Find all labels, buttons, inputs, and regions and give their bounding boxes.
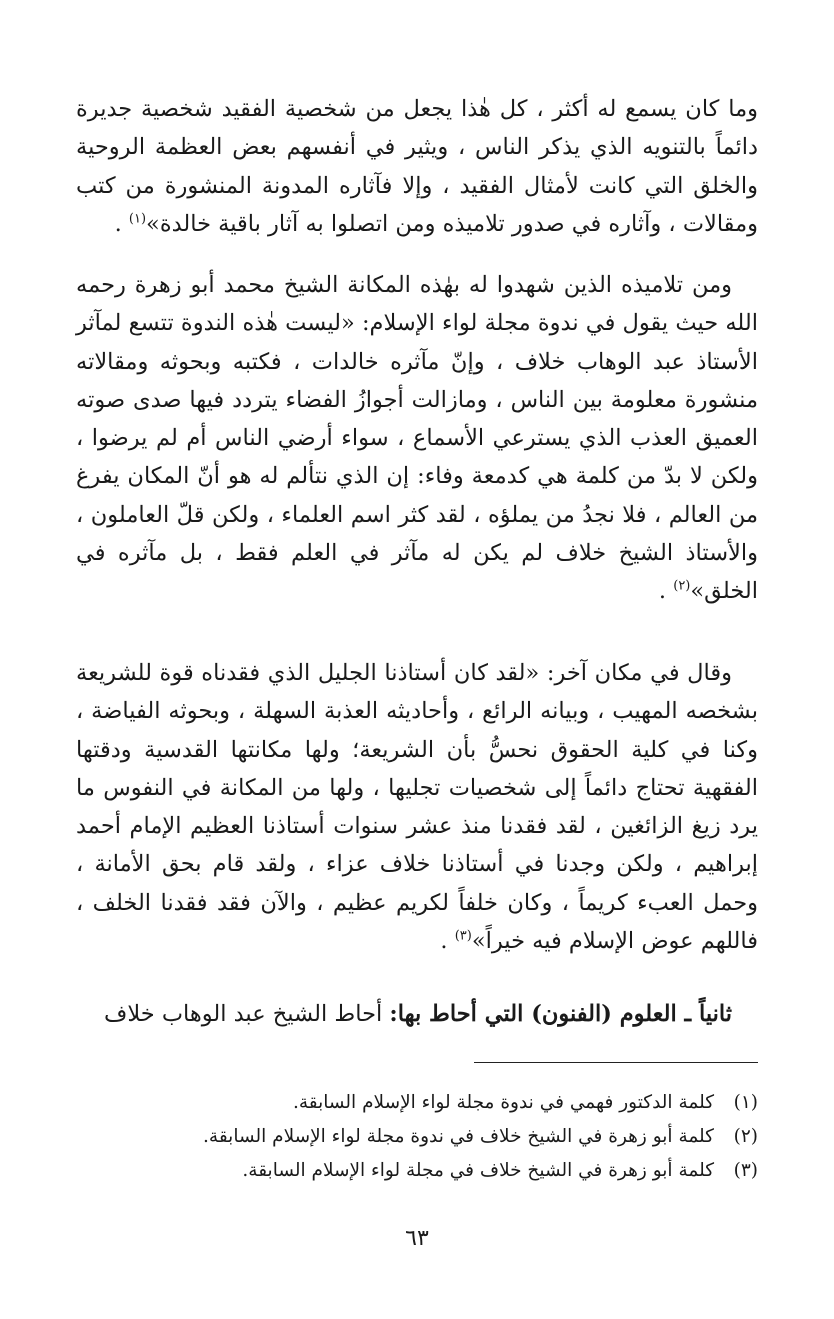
footnote-number: (٢) xyxy=(733,1126,758,1147)
footnote-ref-3[interactable]: (٣) xyxy=(454,928,472,944)
footnote-text: كلمة أبو زهرة في الشيخ خلاف في ندوة مجلة لواء الإسلام السابقة. xyxy=(203,1126,714,1147)
footnotes-list xyxy=(76,1086,758,1188)
footnote-ref-1[interactable]: (١) xyxy=(128,211,147,227)
paragraph-1-end: . xyxy=(114,210,129,237)
paragraph-3-text: وقال في مكان آخر: «لقد كان أستاذنا الجليل الذي فقدناه قوة للشريعة بشخصه المهيب ، وبيانه الرائع ، وأحاديثه العذبة السهلة ، وبحوثه الفياضة ، وكنا في كلية الحقوق نحسُّ بأن الشريعة؛ ولها مكانتها القدسية ودقتها الفقهية تحتاج دائماً إلى شخصيات تجليها ، ولها من المكانة في النفوس ما يرد زيغ الزائغين ، لقد فقدنا منذ عشر سنوات أستاذنا العظيم الإمام أحمد إبراهيم ، ولكن وجدنا في أستاذنا خلاف عزاء ، ولقد قام بحق الأمانة ، وحمل العبء كريماً ، وكان خلفاً لكريم عظيم ، والآن فقد فقدنا الخلف ، فاللهم عوض الإسلام فيه خيراً» xyxy=(76,660,758,955)
paragraph-2 xyxy=(76,266,758,611)
paragraph-4 xyxy=(76,995,758,1033)
page-number: ٦٣ xyxy=(405,1226,429,1251)
paragraph-4-text: أحاط الشيخ عبد الوهاب خلاف xyxy=(104,1001,390,1027)
paragraph-1 xyxy=(76,90,758,243)
section-heading: ثانياً ـ العلوم (الفنون) التي أحاط بها: xyxy=(389,1001,732,1027)
paragraph-2-end: . xyxy=(658,578,674,605)
paragraph-1-text: وما كان يسمع له أكثر ، كل هٰذا يجعل من شخصية الفقيد شخصية جديرة دائماً بالتنويه الذي يذكر الناس ، ويثير في أنفسهم بعض العظمة الروحية والخلق التي كانت لأمثال الفقيد ، وإلا فآثاره المدونة المنشورة من كتب ومقالات ، وآثاره في صدور تلاميذه ومن اتصلوا به آثار باقية خالدة» xyxy=(76,96,758,237)
paragraph-2-text: ومن تلاميذه الذين شهدوا له بهٰذه المكانة الشيخ محمد أبو زهرة رحمه الله حيث يقول في ندوة مجلة لواء الإسلام: «ليست هٰذه الندوة تتسع لمآثر الأستاذ عبد الوهاب خلاف ، وإنّ مآثره خالدات ، فكتبه وبحوثه ومقالاته منشورة معلومة بين الناس ، ومازالت أجوازُ الفضاء يتردد فيها صدى صوته العميق العذب الذي يسترعي الأسماع ، سواء أرضي الناس أم لم يرضوا ، ولكن لا بدّ من كلمة هي كدمعة وفاء: إن الذي نتألم له هو أنّ المكان يفرغ من العالم ، فلا نجدُ من يملؤه ، لقد كثر اسم العلماء ، ولكن قلّ العاملون ، والأستاذ الشيخ خلاف لم يكن له مآثر في العلم فقط ، بل مآثره في الخلق» xyxy=(76,272,758,605)
footnote-text: كلمة أبو زهرة في الشيخ خلاف في مجلة لواء الإسلام السابقة. xyxy=(242,1160,714,1181)
footnote-number: (٣) xyxy=(733,1160,758,1181)
footnote-item xyxy=(76,1086,758,1120)
paragraph-3 xyxy=(76,654,758,960)
footnote-item xyxy=(76,1154,758,1188)
paragraph-3-end: . xyxy=(440,928,455,955)
footnote-separator xyxy=(474,1062,758,1063)
footnote-text: كلمة الدكتور فهمي في ندوة مجلة لواء الإسلام السابقة. xyxy=(292,1092,714,1113)
footnote-item xyxy=(76,1120,758,1154)
footnote-number: (١) xyxy=(733,1092,758,1113)
footnote-ref-2[interactable]: (٢) xyxy=(673,578,691,594)
